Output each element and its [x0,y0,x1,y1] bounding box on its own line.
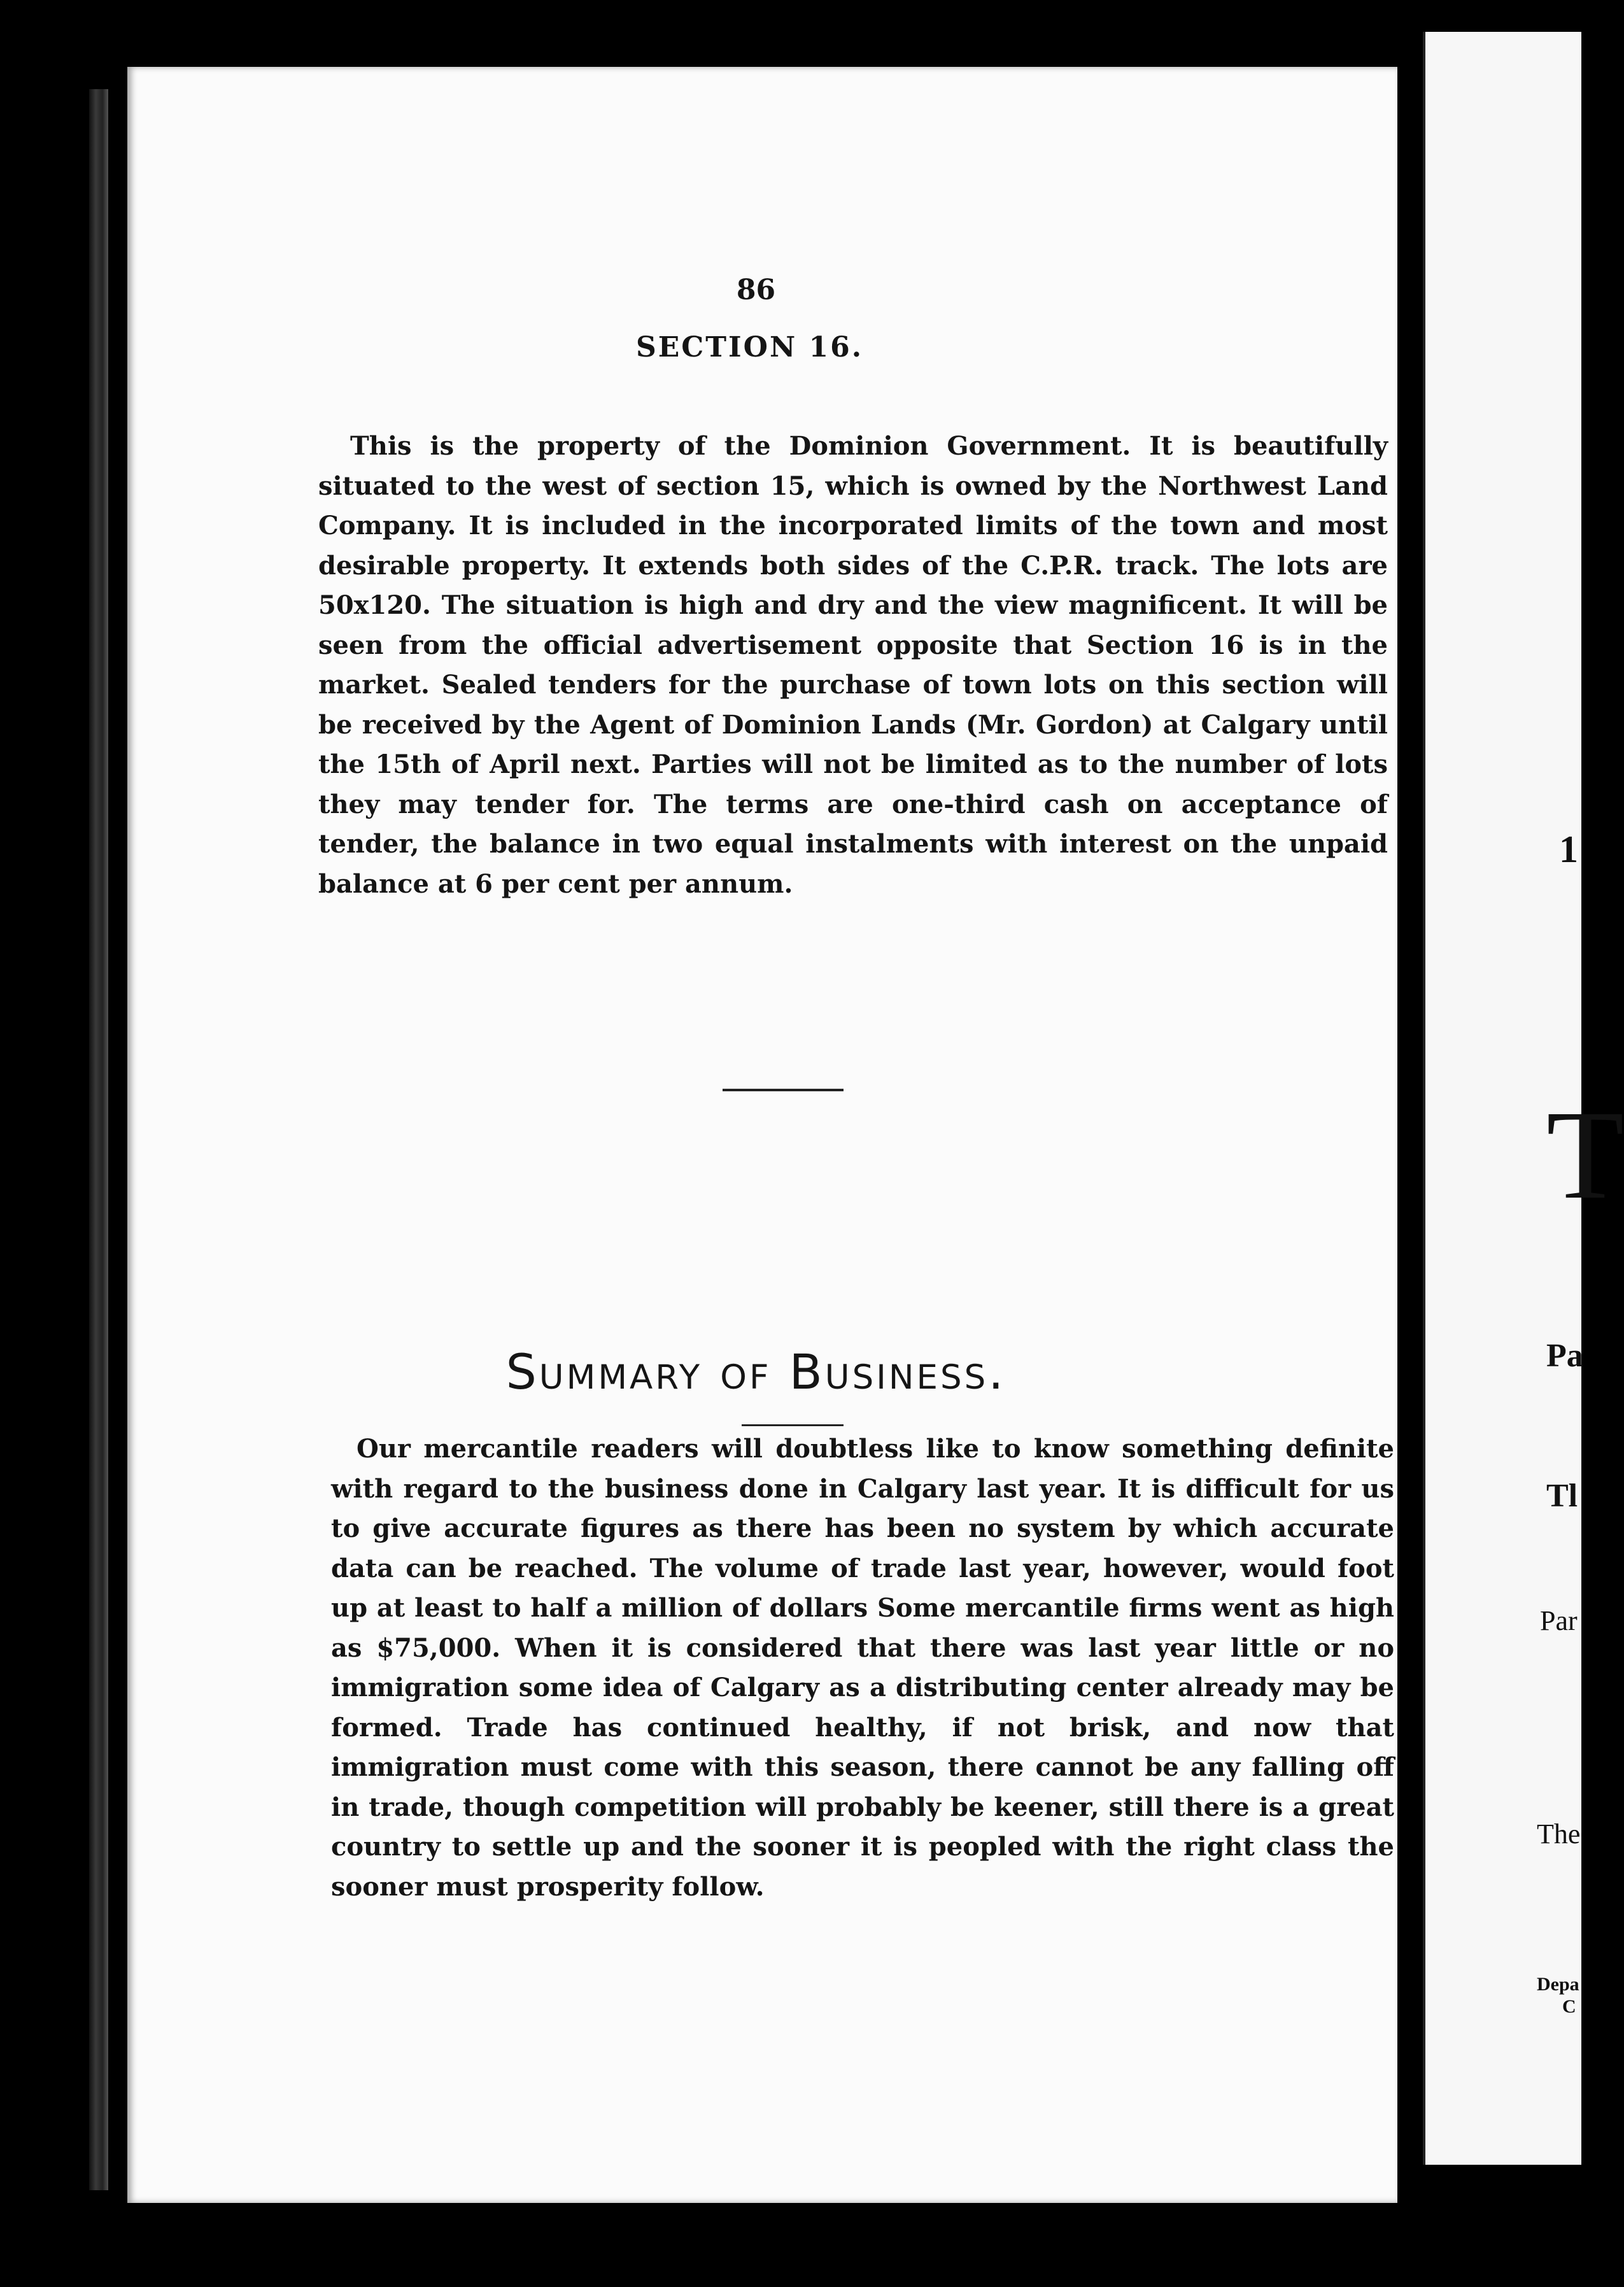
section-heading: SECTION 16. [635,331,864,364]
facing-fragment-3: Pa [1546,1338,1583,1374]
facing-fragment-1: 1 [1559,828,1578,870]
summary-text: Our mercantile readers will doubtless like to know something definite with regard to the business done in Calgary last year. It is difficult for us to give accurate figures as there has been no system by which accurate data can be reached. The volume of trade last year, however, would foot up at least to half a million of dollars Some mercantile firms went as high as $75,000. When it is considered that there was last year little or no immigration some idea of Calgary as a distributing center already may be formed. Trade has continued healthy, if not brisk, and now that immigration must come with this season, there cannot be any falling off in trade, though competition will probably be keener, still there is a great country to settle up and the sooner it is peopled with the right class the sooner must prosperity follow. [331,1434,1394,1902]
book-edge-shadow [89,89,108,2190]
section-divider-rule [723,1089,844,1091]
facing-page-fragment [1423,32,1624,2165]
section-16-text: This is the property of the Dominion Government. It is beautifully situated to the west of section 15, which is owned by the Northwest Land Company. It is included in the incorporated limits of the town and most desirable property. It extends both sides of the C.P.R. track. The lots are 50x120. The situation is high and dry and the view magnificent. It will be seen from the official advertisement opposite that Section 16 is in the market. Sealed tenders for the purchase of town lots on this section will be received by the Agent of Dominion Lands (Mr. Gordon) at Calgary until the 15th of April next. Parties will not be limited as to the number of lots they may tender for. The terms are one-third cash on acceptance of tender, the balance in two equal instalments with interest on the unpaid balance at 6 per cent per annum. [318,431,1388,899]
facing-fragment-4: Tl [1546,1478,1578,1514]
facing-fragment-8: C [1562,1996,1576,2017]
page-86 [127,67,1397,2203]
facing-fragment-7: Depa [1537,1974,1579,1995]
scan-background-left [0,0,127,2287]
facing-fragment-2: T [1546,1085,1624,1226]
summary-heading-text: Summary of Business. [505,1343,1006,1400]
summary-heading-underline [742,1424,844,1426]
summary-heading [121,1343,1391,1400]
section-16-paragraph [318,427,1388,904]
facing-fragment-5: Par [1540,1605,1578,1636]
book-gutter [1397,0,1423,2287]
page-number: 86 [736,274,776,306]
facing-fragment-6: The [1537,1818,1581,1850]
summary-paragraph [331,1429,1394,1907]
